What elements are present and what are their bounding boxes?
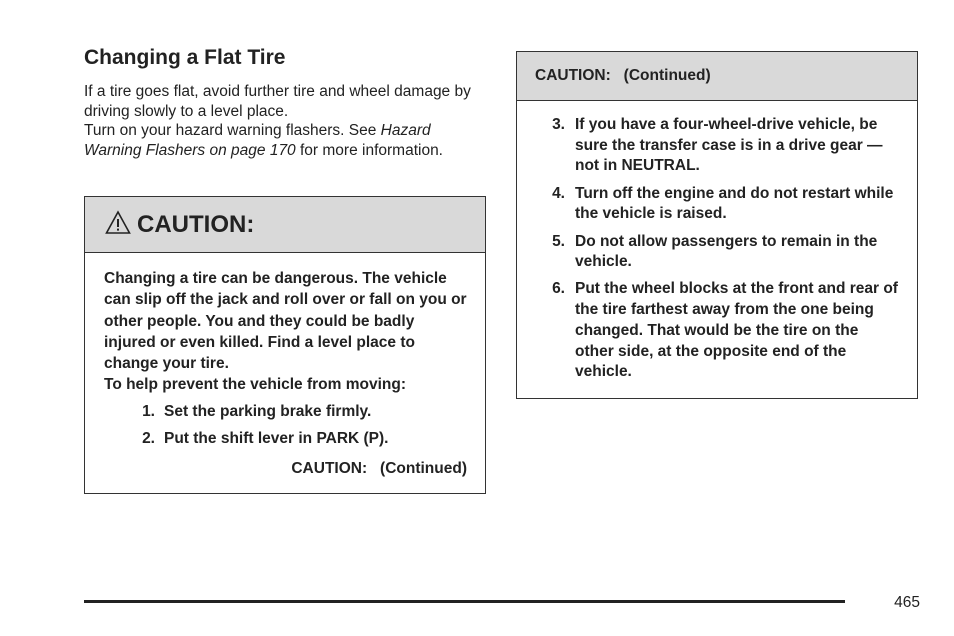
step-number: 3. [552,116,565,133]
step-text: Put the wheel blocks at the front and rear of the tire farthest away from the one being changed. That would be the tire on the other side, at the opposite end of the vehicle. [575,280,898,381]
step-text: Set the parking brake firmly. [164,402,372,420]
caution-paragraph-1: Changing a tire can be dangerous. The vehicle can slip off the jack and roll over or fall on you or other people. You and they could be badly injured or even killed. Find a level place to change your tire. [104,270,467,373]
intro-text [84,82,484,160]
caution-title: CAUTION: [137,210,255,238]
step-number: 6. [552,280,565,298]
step-number: 5. [552,232,565,250]
intro-suffix: for more information. [295,141,443,159]
caution-step [517,115,899,177]
page-number: 465 [894,594,920,611]
intro-paragraph-2 [84,121,484,160]
intro-paragraph-1: If a tire goes flat, avoid further tire and wheel damage by driving slowly to a level place. [84,83,471,120]
caution-header [85,197,485,253]
caution-step [104,401,467,422]
warning-triangle-icon [105,210,131,236]
caution-paragraph-2: To help prevent the vehicle from moving: [104,376,407,394]
step-text: If you have a four-wheel-drive vehicle, be sure the transfer case is in a drive gear — not in NEUTRAL. [575,116,883,175]
step-number: 1. [142,402,155,420]
step-text: Put the shift lever in PARK (P). [164,429,389,447]
caution-box [84,196,486,494]
step-number: 2. [142,429,155,447]
step-number: 4. [552,184,565,202]
caution-continued-steps [517,101,917,383]
step-text: Do not allow passengers to remain in the vehicle. [575,232,878,271]
caution-step [517,232,899,273]
caution-step [517,279,899,383]
footer-rule [84,600,845,603]
section-title: Changing a Flat Tire [84,46,286,69]
caution-continued-box [516,51,918,399]
caution-body [85,253,485,479]
intro-prefix: Turn on your hazard warning flashers. See [84,122,381,139]
caution-step [104,428,467,449]
caution-continued-header: CAUTION: (Continued) [517,52,917,101]
hazard-flashers-reference-link[interactable]: Hazard Warning Flashers on page 170 [84,122,431,159]
caution-step [517,184,899,225]
step-text: Turn off the engine and do not restart while the vehicle is raised. [575,184,894,223]
caution-continued-label: CAUTION: (Continued) [291,459,467,477]
caution-steps [104,401,467,449]
